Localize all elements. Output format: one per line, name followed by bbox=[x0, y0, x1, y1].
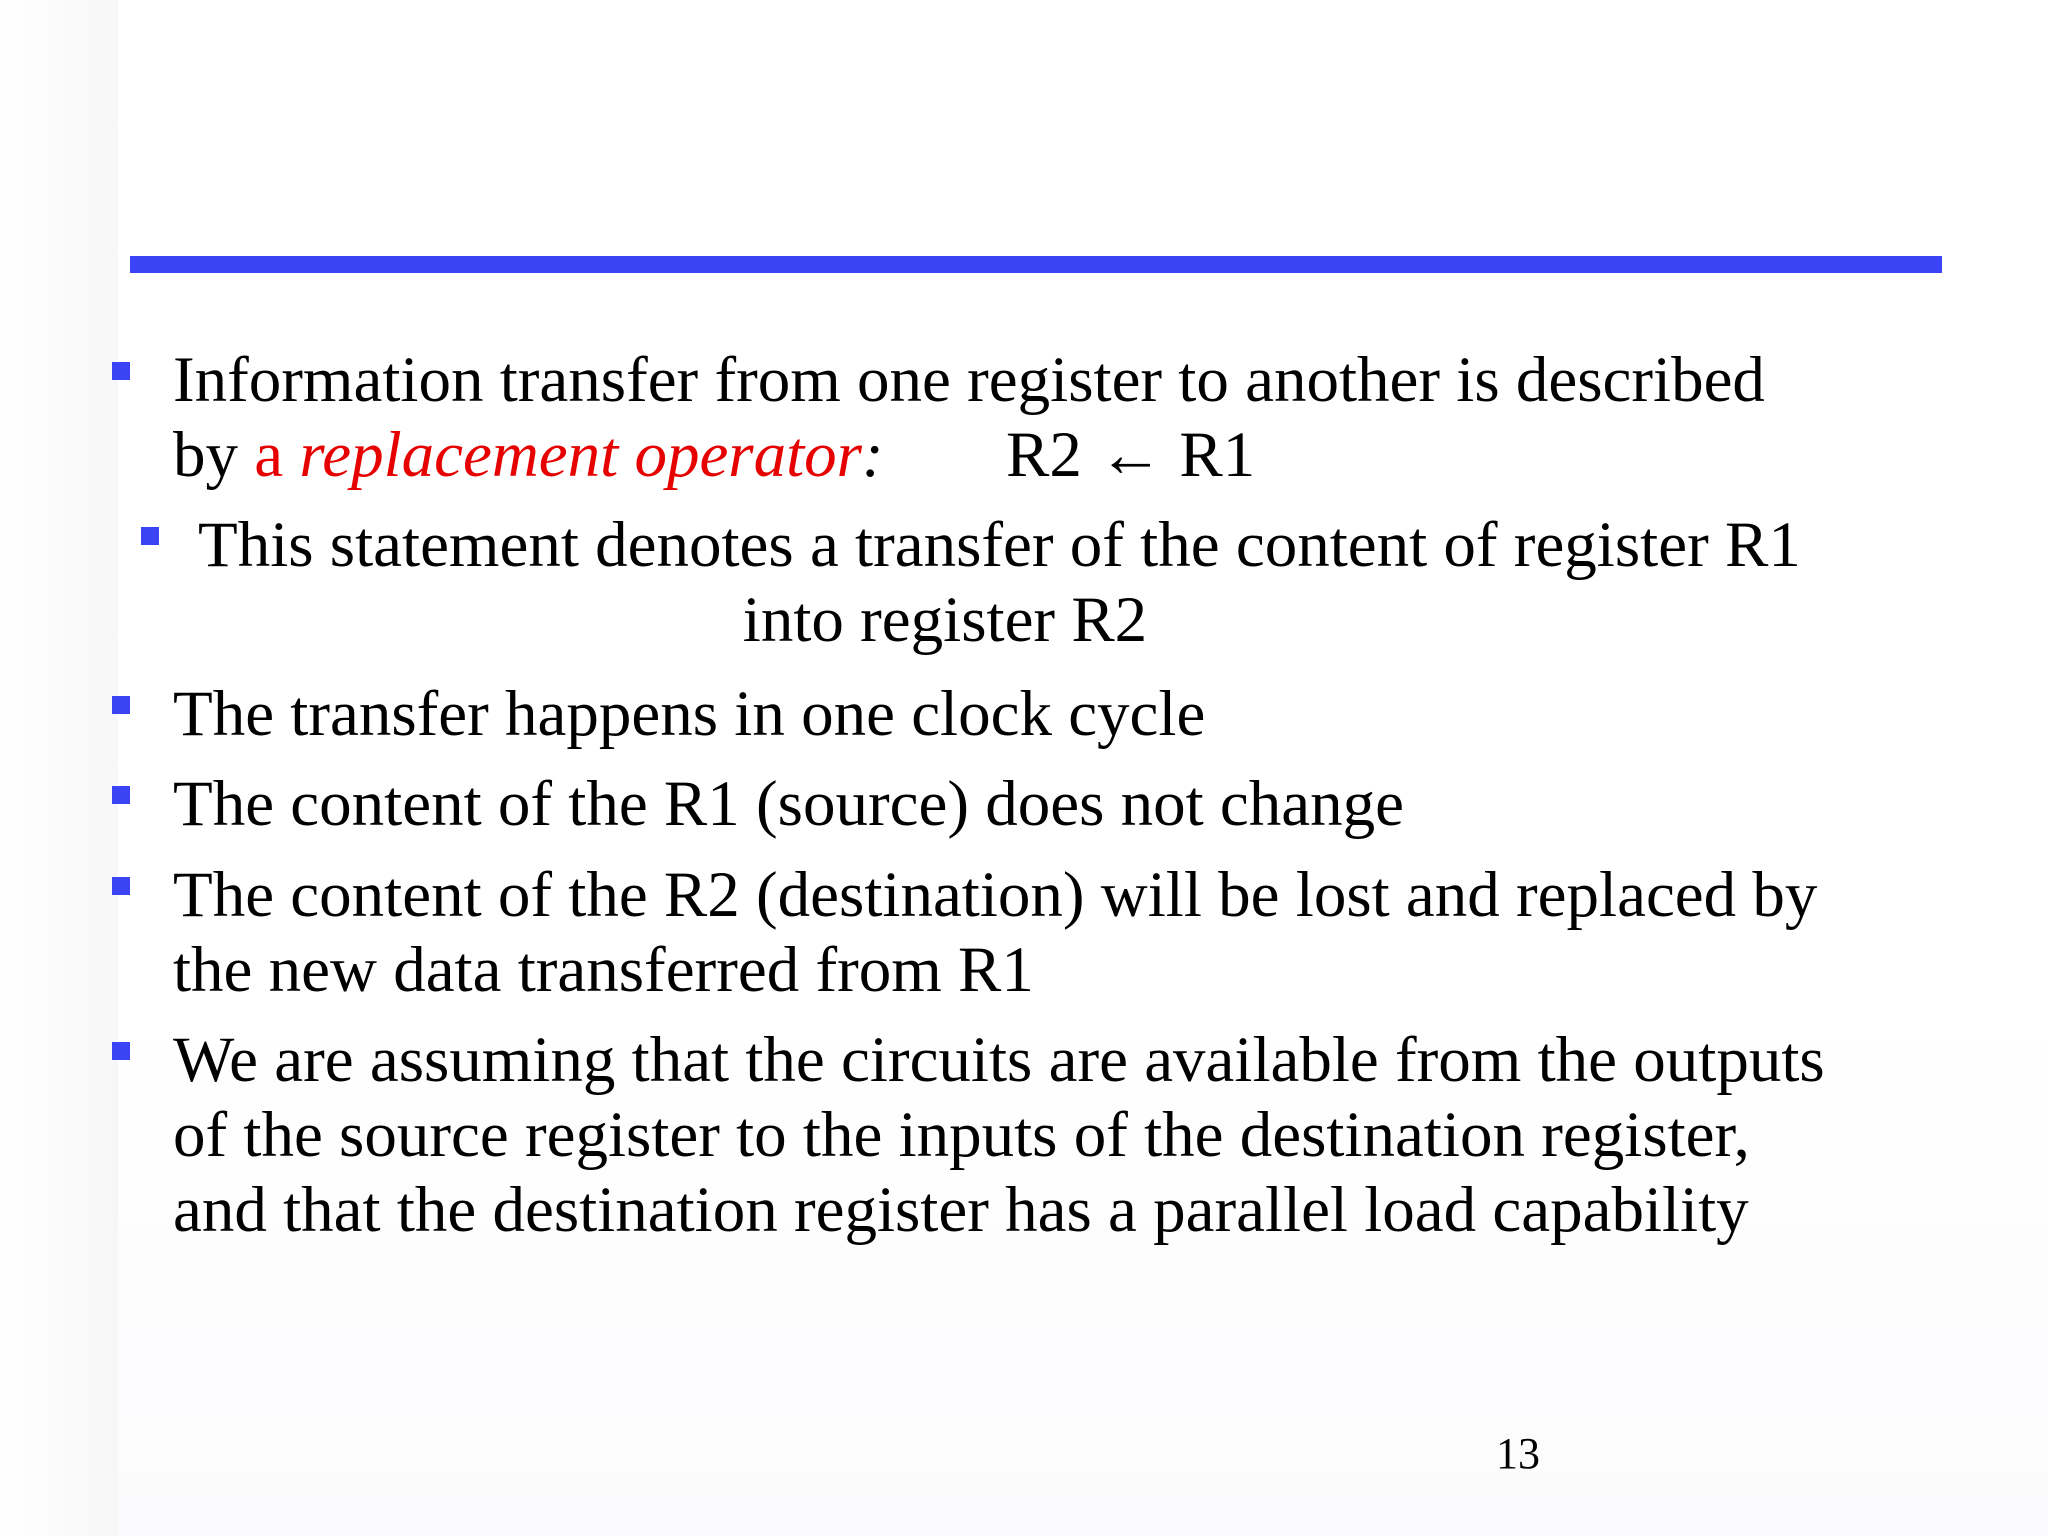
left-shade bbox=[0, 0, 118, 1536]
bullet-6-marker bbox=[112, 1042, 130, 1060]
bullet-5-marker bbox=[112, 877, 130, 895]
title-divider bbox=[130, 256, 1942, 273]
bullet-5-line-2: the new data transferred from R1 bbox=[173, 934, 1034, 1006]
bullet-1-line-2-prefix: by bbox=[173, 419, 255, 491]
bullet-5-line-1: The content of the R2 (destination) will be lost and replaced by bbox=[173, 859, 1818, 931]
bullet-4-marker bbox=[112, 786, 130, 804]
bullet-6-line-2: of the source register to the inputs of the destination register, bbox=[173, 1099, 1750, 1171]
bullet-1-line-1: Information transfer from one register to another is described bbox=[173, 344, 1765, 416]
bullet-3-marker bbox=[112, 696, 130, 714]
bullet-4-line-1: The content of the R1 (source) does not change bbox=[173, 768, 1404, 840]
replacement-operator-colon: : bbox=[861, 419, 884, 491]
replacement-operator-term: replacement operator bbox=[299, 419, 862, 491]
bullet-6-line-3: and that the destination register has a parallel load capability bbox=[173, 1174, 1749, 1246]
bullet-6-line-1: We are assuming that the circuits are available from the outputs bbox=[173, 1024, 1825, 1096]
bullet-2-marker bbox=[141, 527, 159, 545]
bullet-2-line-1: This statement denotes a transfer of the content of register R1 bbox=[198, 509, 1801, 581]
bullet-2-line-2: into register R2 bbox=[742, 584, 1148, 656]
replacement-article: a bbox=[254, 419, 300, 491]
bullet-1-marker bbox=[112, 362, 130, 380]
bullet-1-line-2 bbox=[173, 418, 884, 493]
transfer-formula: R2 ← R1 bbox=[1006, 419, 1256, 491]
page-number: 13 bbox=[1496, 1429, 1540, 1478]
bullet-3-line-1: The transfer happens in one clock cycle bbox=[173, 678, 1206, 750]
